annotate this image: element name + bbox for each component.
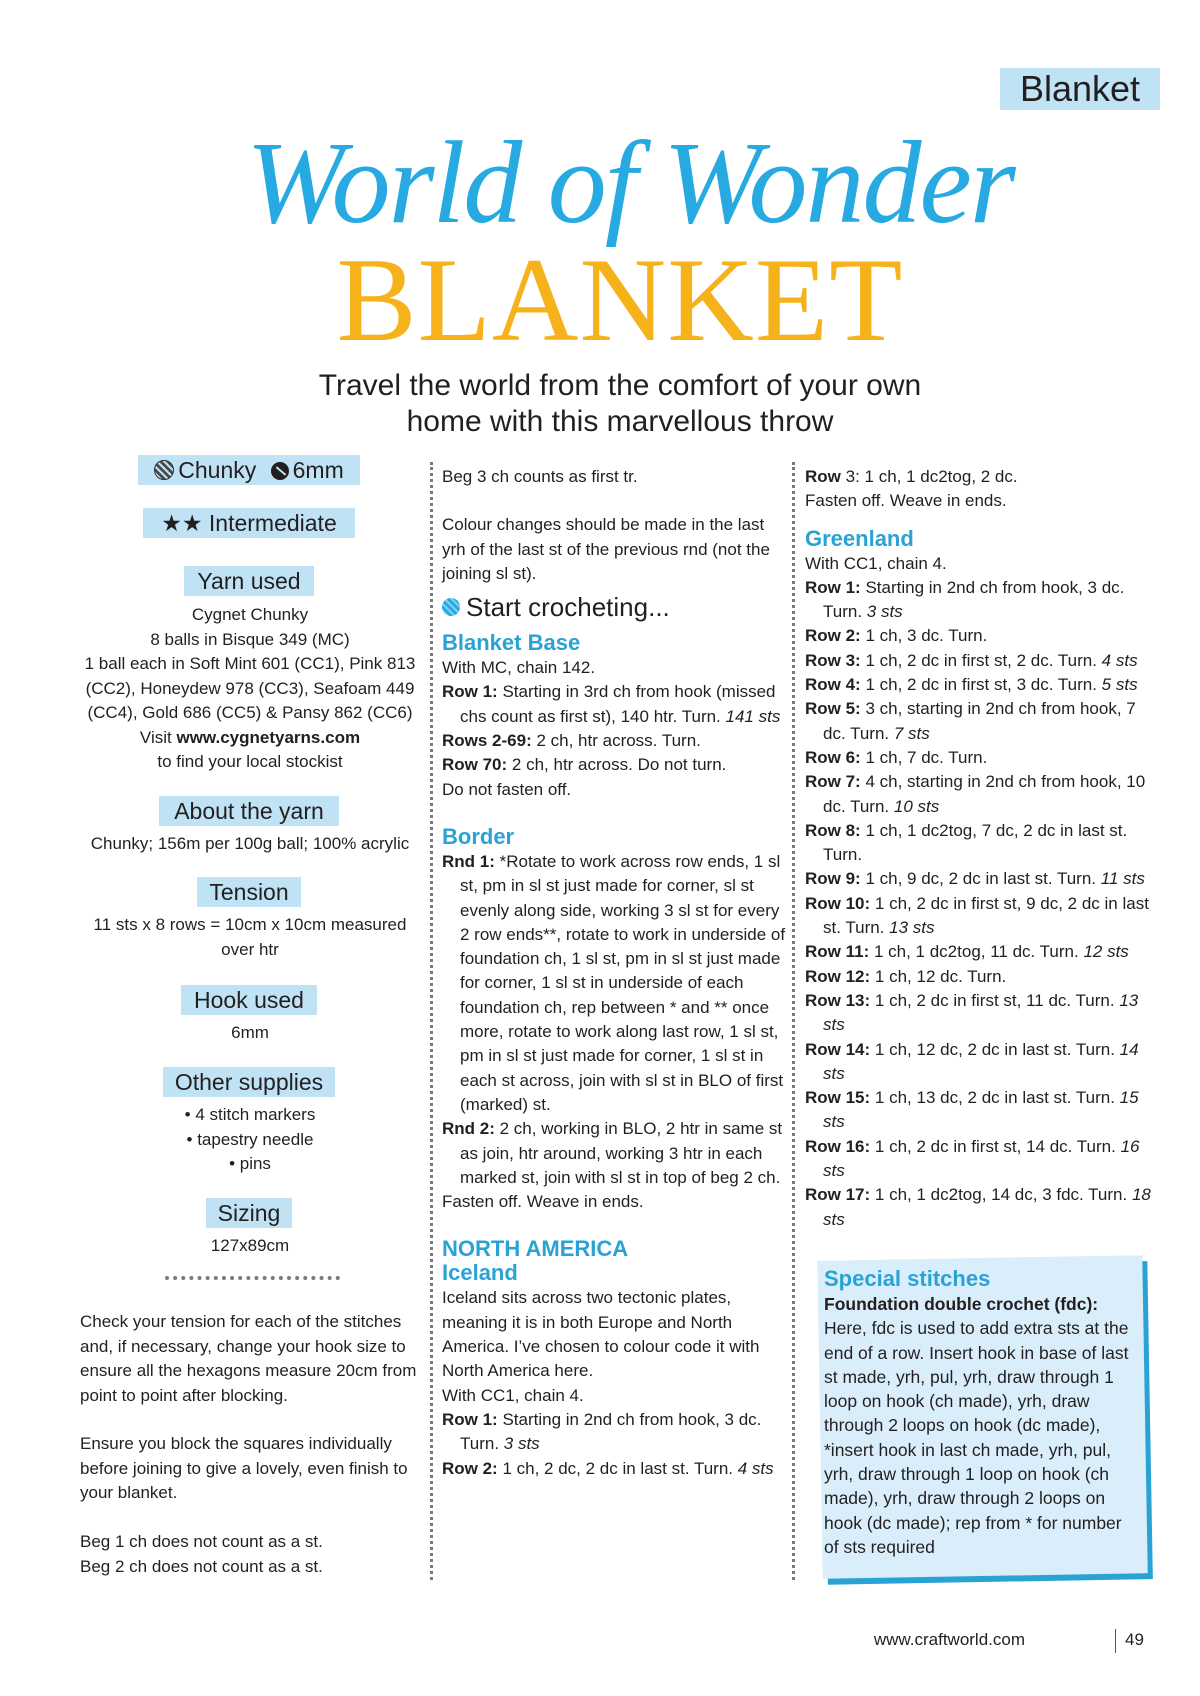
pattern-row: Row 1: Starting in 3rd ch from hook (missed chs count as first st), 140 htr. Turn. 141 sts	[442, 682, 781, 726]
yarn-used-heading: Yarn used	[184, 566, 314, 596]
iceland-heading: Iceland	[442, 1260, 518, 1286]
about-yarn-text: Chunky; 156m per 100g ball; 100% acrylic	[90, 834, 410, 853]
supplies-item: • 4 stitch markers	[184, 1105, 316, 1124]
stockist-text: to find your local stockist	[157, 752, 343, 771]
start-label: Start crocheting...	[466, 592, 670, 623]
pattern-row: Row 1: Starting in 2nd ch from hook, 3 dc. Turn. 3 sts	[805, 577, 1125, 622]
pattern-row: Row 3: 1 ch, 1 dc2tog, 2 dc.	[805, 467, 1018, 486]
yarn-line: (CC2), Honeydew 978 (CC3), Seafoam 449	[85, 678, 415, 698]
column-divider	[430, 462, 433, 1580]
pattern-row: Row 5: 3 ch, starting in 2nd ch from hook, 7 dc. Turn. 7 sts	[805, 699, 1136, 743]
other-supplies-heading: Other supplies	[163, 1067, 335, 1097]
border-heading: Border	[442, 823, 515, 849]
pattern-row: Row 7: 4 ch, starting in 2nd ch from hook, 10 dc. Turn. 10 sts	[805, 772, 1146, 816]
hook-icon	[271, 462, 289, 480]
visit-label: Visit	[139, 727, 177, 747]
start-crocheting	[442, 590, 787, 624]
special-stitches-content	[824, 1266, 1134, 1559]
yarn-ball-icon	[154, 460, 174, 480]
tension-heading: Tension	[197, 877, 301, 907]
fdc-heading: Foundation double crochet (fdc):	[824, 1294, 1099, 1314]
cygnet-url: www.cygnetyarns.com	[176, 727, 361, 747]
footer-separator	[1115, 1629, 1116, 1653]
sizing-text: 127x89cm	[210, 1236, 290, 1255]
pattern-row: Row 15: 1 ch, 13 dc, 2 dc in last st. Turn. 15 sts	[805, 1088, 1139, 1132]
middle-column	[442, 465, 787, 1481]
tension-line: 11 sts x 8 rows = 10cm x 10cm measured	[93, 915, 407, 934]
spec-weight-hook	[138, 455, 360, 485]
page-title: BLANKET	[336, 233, 904, 366]
footer-url[interactable]: www.craftworld.com	[873, 1630, 1025, 1649]
pattern-row: Rows 2-69: 2 ch, htr across. Turn.	[442, 731, 701, 751]
pattern-row: Row 13: 1 ch, 2 dc in first st, 11 dc. Turn. 13 sts	[805, 990, 1139, 1035]
fdc-text: Here, fdc is used to add extra sts at the end of a row. Insert hook in base of last st made, yrh, pul, yrh, draw through 1 loop on hook (ch made), yrh, draw through 2 loops on hook (dc made), *insert hook in last ch made, yrh, pul, yrh, draw through 1 loop on hook (ch made), yrh, draw through 2 loops on hook (dc made); rep from * for number of sts required	[824, 1318, 1129, 1557]
pattern-row: Rnd 1: *Rotate to work across row ends, 1 sl st, pm in sl st just made for corner, sl st evenly along side, working 3 sl st for every 2 row ends**, rotate to work in underside of foundation ch, 1 sl st, pm in sl st just made for corner, 1 sl st in underside of each foundation ch, rep between * and ** once more, rotate to work along last row, 1 sl st, pm in sl st just made for corner, 1 sl st in each st across, join with sl st in BLO of first (marked) st.	[442, 851, 786, 1114]
north-america-heading: NORTH AMERICA	[442, 1236, 629, 1262]
dotted-divider	[165, 1276, 340, 1280]
pattern-row: Row 9: 1 ch, 9 dc, 2 dc in last st. Turn. 11 sts	[805, 869, 1145, 889]
subtitle	[0, 368, 1200, 440]
tension-text	[82, 913, 418, 962]
beg-note: Beg 3 ch counts as first tr.	[442, 467, 638, 486]
blanket-base-heading: Blanket Base	[442, 630, 581, 656]
pattern-row: Row 3: 1 ch, 2 dc in first st, 2 dc. Turn. 4 sts	[805, 650, 1138, 670]
pattern-row: Row 4: 1 ch, 2 dc in first st, 3 dc. Turn. 5 sts	[805, 675, 1138, 695]
level-label: Intermediate	[208, 510, 337, 536]
tension-line: over htr	[221, 939, 279, 959]
pattern-row: Row 1: Starting in 2nd ch from hook, 3 dc. Turn. 3 sts	[442, 1409, 762, 1454]
about-yarn-heading: About the yarn	[159, 796, 339, 826]
spec-level	[143, 508, 355, 538]
beg-note: Beg 1 ch does not count as a st.	[80, 1532, 323, 1551]
yarn-line: Cygnet Chunky	[191, 605, 309, 624]
tension-note: Check your tension for each of the stitches and, if necessary, change your hook size to ensure all the hexagons measure 20cm from point to point after blocking.	[80, 1312, 417, 1405]
pattern-row: Row 6: 1 ch, 7 dc. Turn.	[805, 747, 988, 767]
base-intro: With MC, chain 142.	[442, 658, 596, 678]
greenland-rows	[805, 576, 1155, 1232]
supplies-item: • tapestry needle	[186, 1129, 314, 1149]
title-script: World of Wonder	[246, 117, 1014, 248]
iceland-text: Iceland sits across two tectonic plates, meaning it is in both Europe and North America. I’ve chosen to colour code it with North America here.	[442, 1288, 760, 1381]
iceland-end: Fasten off. Weave in ends.	[805, 491, 1007, 511]
hook-used-text: 6mm	[231, 1023, 269, 1042]
base-end: Do not fasten off.	[442, 779, 572, 799]
pattern-row: Row 14: 1 ch, 12 dc, 2 dc in last st. Turn. 14 sts	[805, 1039, 1139, 1083]
yarn-ball-icon	[442, 598, 460, 616]
greenland-intro: With CC1, chain 4.	[805, 553, 947, 573]
pattern-row: Row 2: 1 ch, 3 dc. Turn.	[805, 626, 988, 646]
special-stitches-heading: Special stitches	[824, 1266, 991, 1291]
yarn-used-details	[82, 603, 418, 775]
pattern-row: Row 10: 1 ch, 2 dc in first st, 9 dc, 2 dc in last st. Turn. 13 sts	[805, 893, 1149, 938]
section-tag: Blanket	[1000, 68, 1160, 110]
pattern-row: Row 12: 1 ch, 12 dc. Turn.	[805, 966, 1007, 986]
pattern-row: Row 11: 1 ch, 1 dc2tog, 11 dc. Turn. 12 sts	[805, 942, 1129, 962]
hook-used-heading: Hook used	[181, 985, 317, 1015]
pattern-row: Row 17: 1 ch, 1 dc2tog, 14 dc, 3 fdc. Turn. 18 sts	[805, 1185, 1151, 1229]
spec-hook: 6mm	[292, 457, 344, 483]
blocking-note: Ensure you block the squares individually before joining to give a lovely, even finish to your blanket.	[80, 1434, 408, 1502]
border-end: Fasten off. Weave in ends.	[442, 1192, 644, 1212]
supplies-list	[82, 1103, 418, 1177]
pattern-row: Row 2: 1 ch, 2 dc, 2 dc in last st. Turn. 4 sts	[442, 1458, 774, 1478]
level-stars-icon: ★★	[161, 510, 203, 536]
pattern-row: Row 16: 1 ch, 2 dc in first st, 14 dc. Turn. 16 sts	[805, 1136, 1140, 1181]
pattern-row: Row 8: 1 ch, 1 dc2tog, 7 dc, 2 dc in last st. Turn.	[805, 820, 1128, 865]
beg-notes	[80, 1530, 422, 1579]
yarn-line: 1 ball each in Soft Mint 601 (CC1), Pink 813	[84, 654, 416, 673]
column-divider	[792, 462, 795, 1580]
right-column	[805, 465, 1155, 1232]
pattern-row: Rnd 2: 2 ch, working in BLO, 2 htr in same st as join, htr around, working 3 htr in each marked st, join with sl st in top of beg 2 ch.	[442, 1119, 783, 1187]
yarn-line: 8 balls in Bisque 349 (MC)	[150, 629, 350, 649]
yarn-line: (CC4), Gold 686 (CC5) & Pansy 862 (CC6)	[87, 703, 413, 722]
sizing-heading: Sizing	[206, 1198, 292, 1228]
subtitle-line-2: home with this marvellous throw	[406, 405, 834, 438]
beg-note: Beg 2 ch does not count as a st.	[80, 1556, 323, 1576]
pattern-row: Row 70: 2 ch, htr across. Do not turn.	[442, 755, 727, 775]
page-number: 49	[1125, 1630, 1144, 1649]
greenland-heading: Greenland	[805, 525, 914, 551]
subtitle-line-1: Travel the world from the comfort of your own	[318, 369, 922, 402]
supplies-item: • pins	[229, 1154, 271, 1173]
iceland-intro: With CC1, chain 4.	[442, 1385, 584, 1405]
colour-note: Colour changes should be made in the last yrh of the last st of the previous rnd (not the joining sl st).	[442, 515, 770, 583]
spec-weight: Chunky	[178, 457, 257, 483]
